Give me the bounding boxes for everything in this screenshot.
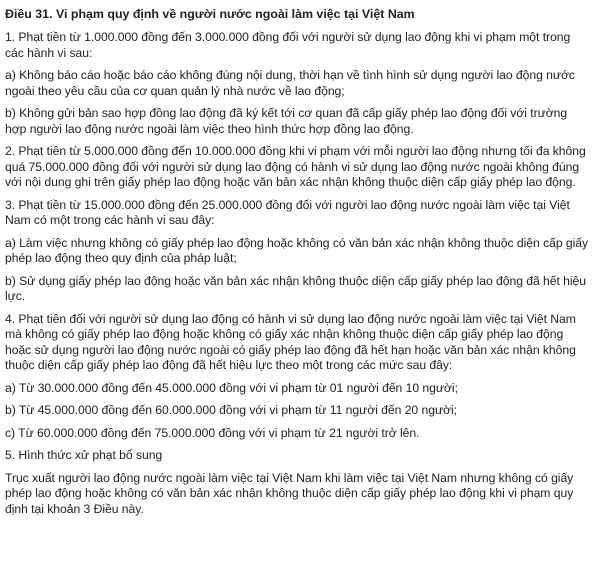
paragraph-clause-4a: a) Từ 30.000.000 đồng đến 45.000.000 đồng với vi phạm từ 01 người đến 10 người; xyxy=(5,380,458,395)
paragraph-clause-4c: c) Từ 60.000.000 đồng đến 75.000.000 đồng với vi phạm từ 21 người trở lên. xyxy=(5,425,420,440)
paragraph-clause-4: 4. Phạt tiền đối với người sử dụng lao động có hành vi sử dụng lao động nước ngoài làm việc tại Việt Nam mà không có giấy phép lao động hoặc không có giấy xác nhận không thuộc diện cấp giấy phép lao động hoặc sử dụng người lao động nước ngoài có giấy phép lao động đã hết hạn hoặc văn bản xác nhận không thuộc diện cấp giấy phép lao động đã hết hiệu lực theo một trong các mức sau đây: xyxy=(5,311,576,372)
paragraph-clause-3a: a) Làm việc nhưng không có giấy phép lao động hoặc không có văn bản xác nhận không thuộc diện cấp giấy phép lao động theo quy định của pháp luật; xyxy=(5,235,589,265)
paragraph-clause-5-text: Trục xuất người lao động nước ngoài làm việc tại Việt Nam khi làm việc tại Việt Nam nhưng không có giấy phép lao động hoặc không có văn bản xác nhận không thuộc diện cấp giấy phép lao động khi vi phạm quy định tại khoản 3 Điều này. xyxy=(5,470,574,516)
paragraph-clause-1a: a) Không báo cáo hoặc báo cáo không đúng nội dung, thời hạn về tình hình sử dụng người lao động nước ngoài theo yêu cầu của cơ quan quản lý nhà nước về lao động; xyxy=(5,68,575,98)
paragraph-clause-2: 2. Phạt tiền từ 5.000.000 đồng đến 10.000.000 đồng khi vi phạm với mỗi người lao động nhưng tối đa không quá 75.000.000 đồng đối với người sử dụng lao động có hành vi sử dụng lao động nước ngoài không đúng với nội dung ghi trên giấy phép lao động hoặc văn bản xác nhận không thuộc diện cấp giấy phép lao động. xyxy=(5,144,586,189)
paragraph-clause-1b: b) Không gửi bản sao hợp đồng lao động đã ký kết tới cơ quan đã cấp giấy phép lao động đối với trường hợp người lao động nước ngoài làm việc theo hình thức hợp đồng lao động. xyxy=(5,106,568,136)
paragraph-clause-5: 5. Hình thức xử phạt bổ sung xyxy=(5,448,163,462)
article-title: Điều 31. Vi phạm quy định về người nước ngoài làm việc tại Việt Nam xyxy=(5,7,415,21)
paragraph-clause-3: 3. Phạt tiền từ 15.000.000 đồng đến 25.000.000 đồng đối với người lao động nước ngoài làm việc tại Việt Nam có một trong các hành vi sau đây: xyxy=(5,197,570,227)
paragraph-clause-1: 1. Phạt tiền từ 1.000.000 đồng đến 3.000.000 đồng đối với người sử dụng lao động khi vi phạm một trong các hành vi sau: xyxy=(5,30,571,60)
paragraph-clause-4b: b) Từ 45.000.000 đồng đến 60.000.000 đồng với vi phạm từ 11 người đến 20 người; xyxy=(5,403,457,417)
paragraph-clause-3b: b) Sử dụng giấy phép lao động hoặc văn bản xác nhận không thuộc diện cấp giấy phép lao động đã hết hiệu lực. xyxy=(5,273,587,303)
